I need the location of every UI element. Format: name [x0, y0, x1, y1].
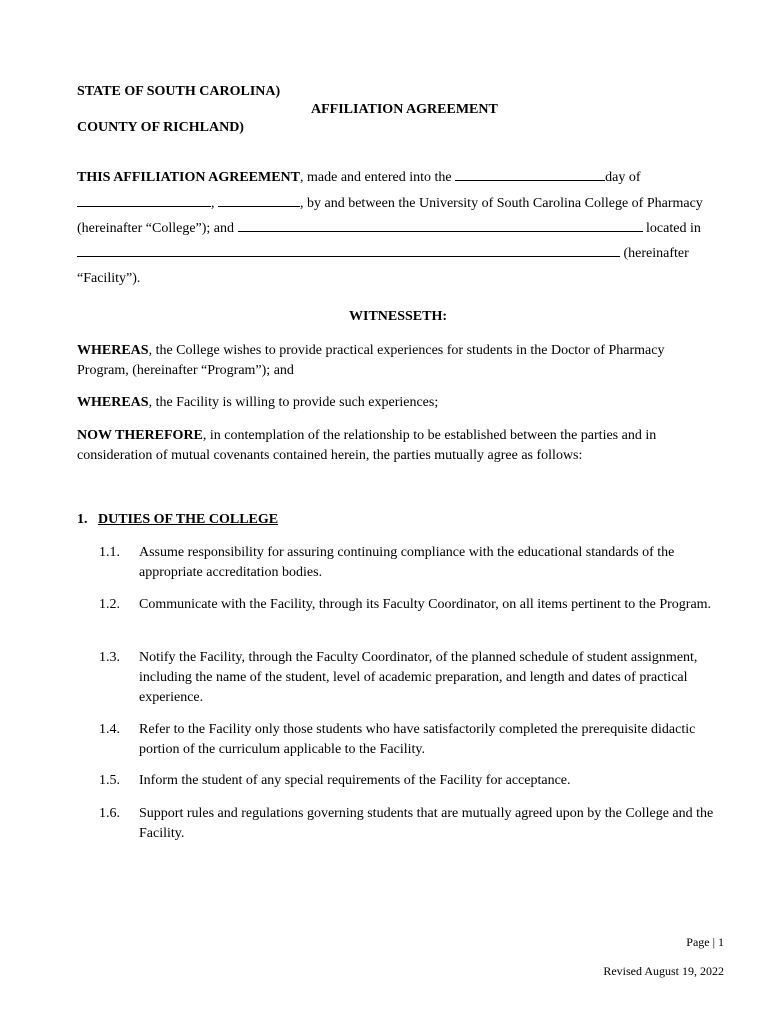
section-title: DUTIES OF THE COLLEGE: [98, 512, 279, 527]
item-number: 1.6.: [99, 806, 120, 821]
intro-text: located in: [642, 221, 701, 236]
item-number: 1.2.: [99, 597, 120, 612]
recital-text: , the Facility is willing to provide such experiences;: [148, 395, 439, 410]
intro-lead: THIS AFFILIATION AGREEMENT: [77, 170, 301, 185]
document-title: AFFILIATION AGREEMENT: [311, 102, 498, 117]
recital-keyword: NOW THEREFORE: [77, 428, 203, 443]
state-caption: STATE OF SOUTH CAROLINA): [77, 84, 281, 99]
recital-3: [77, 426, 687, 466]
recital-text: , in contemplation of the relationship to be established between the parties and in consideration of mutual covenants contained herein, the parties mutually agree as follows:: [77, 428, 657, 463]
recital-1: [77, 341, 717, 381]
witnesseth-heading: WITNESSETH:: [349, 309, 448, 324]
intro-line-4: [77, 243, 689, 264]
recital-keyword: WHEREAS: [77, 343, 149, 358]
county-caption: COUNTY OF RICHLAND): [77, 120, 244, 135]
intro-line-3: [77, 218, 701, 239]
facility-location-blank[interactable]: [77, 243, 620, 257]
list-item: Support rules and regulations governing students that are mutually agreed upon by the College and the Facility.: [139, 806, 714, 841]
intro-text: day of: [605, 170, 641, 185]
recital-keyword: WHEREAS: [77, 395, 149, 410]
intro-text: , by and between the University of South Carolina College of Pharmacy: [300, 196, 703, 211]
intro-text: , made and entered into the: [300, 170, 456, 185]
intro-text: (hereinafter “College”); and: [77, 221, 238, 236]
date-day-blank[interactable]: [455, 167, 605, 181]
date-year-blank[interactable]: [218, 193, 300, 207]
date-month-blank[interactable]: [77, 193, 211, 207]
intro-line-2: [77, 193, 703, 214]
intro-text: ,: [211, 196, 218, 211]
section-number: 1.: [77, 512, 88, 527]
intro-line-1: [77, 167, 641, 188]
item-number: 1.5.: [99, 773, 120, 788]
revision-date: Revised August 19, 2022: [603, 964, 724, 978]
section-1-heading: [77, 510, 278, 530]
recital-text: , the College wishes to provide practical experiences for students in the Doctor of Pharmacy Program, (hereinafter “Program”); and: [77, 343, 665, 378]
intro-line-5: “Facility”).: [77, 271, 141, 286]
recital-2: [77, 393, 717, 413]
list-item: Communicate with the Facility, through its Faculty Coordinator, on all items pertinent to the Program.: [139, 597, 712, 612]
list-item: Assume responsibility for assuring continuing compliance with the educational standards of the appropriate accreditation bodies.: [139, 545, 675, 580]
list-item: Notify the Facility, through the Faculty Coordinator, of the planned schedule of student assignment, including the name of the student, level of academic preparation, and length and dates of practical experience.: [139, 650, 698, 705]
facility-name-blank[interactable]: [238, 218, 643, 232]
list-item: Refer to the Facility only those students who have satisfactorily completed the prerequisite didactic portion of the curriculum applicable to the Facility.: [139, 722, 696, 757]
page-number: Page | 1: [686, 935, 724, 949]
item-number: 1.4.: [99, 722, 120, 737]
item-number: 1.1.: [99, 545, 120, 560]
intro-text: (hereinafter: [620, 246, 689, 261]
list-item: Inform the student of any special requirements of the Facility for acceptance.: [139, 773, 571, 788]
item-number: 1.3.: [99, 650, 120, 665]
